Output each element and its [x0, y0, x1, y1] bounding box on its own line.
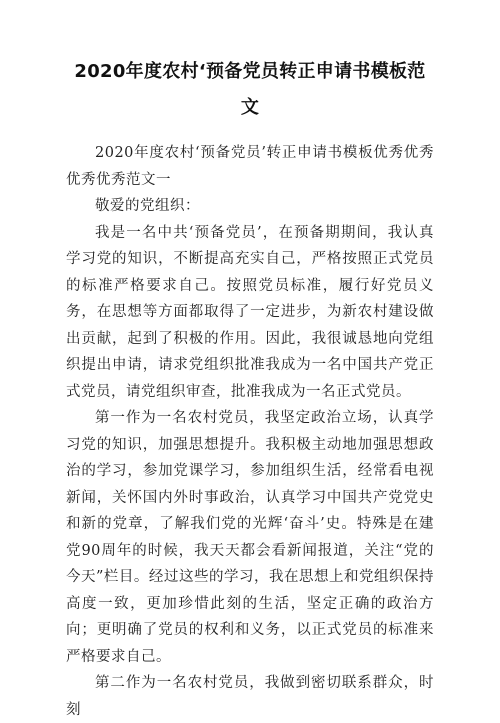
document-title: [66, 54, 434, 126]
body-paragraph: 第一作为一名农村党员，我坚定政治立场，认真学习党的知识，加强思想提升。我积极主动地加强思想政治的学习，参加党课学习，参加组织生活，经常看电视新闻，关怀国内外时事政治，认真学习中国共产党党史和新的党章，了解我们党的光辉‘奋斗’史。特殊是在建党90周年的时候，我天天都会看新闻报道，关注“党的今天”栏目。经过这些的学习，我在思想上和党组织保持高度一致，更加珍惜此刻的生活，坚定正确的政治方向；更明确了党员的权利和义务，以正式党员的标准来严格要求自己。: [66, 410, 434, 665]
document-title-line-1: 2020年度农村‘预备党员转正申请书模板范: [74, 61, 426, 82]
document-body: [66, 140, 434, 718]
document-title-line-2: 文: [240, 97, 260, 118]
subtitle-paragraph: 2020年度农村‘预备党员’转正申请书模板优秀优秀优秀优秀范文一: [66, 145, 434, 188]
body-paragraph: 我是一名中共‘预备党员’，在预备期期间，我认真学习党的知识，不断提高充实自己，严格按照正式党员的标准严格要求自己。按照党员标准，履行好党员义务，在思想等方面都取得了一定进步，为新农村建设做出贡献，起到了积极的作用。因此，我很诚恳地向党组织提出申请，请求党组织批准我成为一名中国共产党正式党员，请党组织审查，批准我成为一名正式党员。: [66, 224, 434, 400]
salutation: 敬爱的党组织：: [95, 198, 200, 214]
body-paragraph: 第二作为一名农村党员，我做到密切联系群众，时刻: [66, 675, 434, 718]
